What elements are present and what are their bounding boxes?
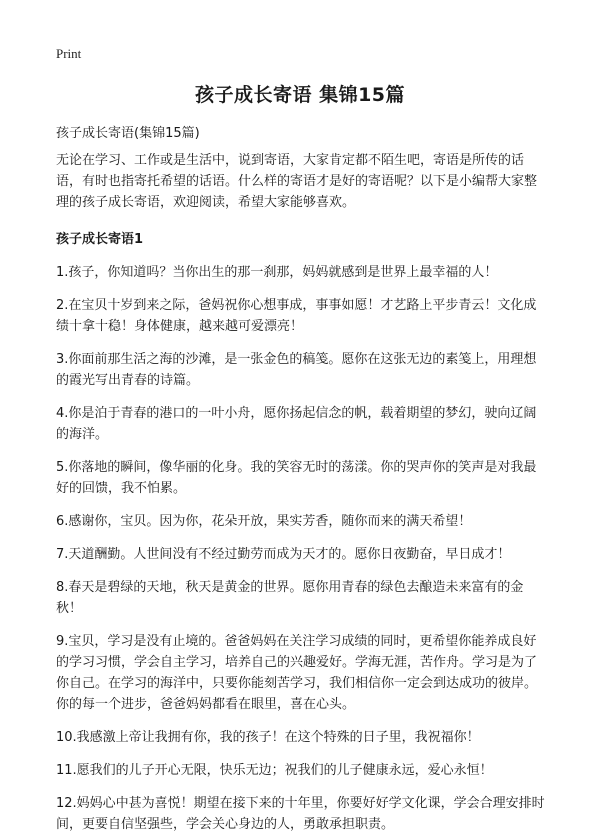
list-item: 4.你是泊于青春的港口的一叶小舟，愿你扬起信念的帆，载着期望的梦幻，驶向辽阔的海洋。: [56, 406, 537, 442]
document-subtitle: 孩子成长寄语(集锦15篇): [56, 126, 200, 141]
section-heading: 孩子成长寄语1: [56, 232, 144, 247]
list-item: 3.你面前那生活之海的沙滩，是一张金色的稿笺。愿你在这张无边的素笺上，用理想的霞光写出青春的诗篇。: [56, 352, 537, 388]
list-item: 12.妈妈心中甚为喜悦！期望在接下来的十年里，你要好好学文化课，学会合理安排时间，更要自信坚强些，学会关心身边的人，勇敢承担职责。: [56, 796, 545, 832]
list-item: 2.在宝贝十岁到来之际，爸妈祝你心想事成，事事如愿！才艺路上平步青云！文化成绩十拿十稳！身体健康，越来越可爱漂亮！: [56, 298, 537, 334]
list-item: 8.春天是碧绿的天地，秋天是黄金的世界。愿你用青春的绿色去酿造未来富有的金秋！: [56, 580, 524, 616]
list-item: 7.天道酬勤。人世间没有不经过勤劳而成为天才的。愿你日夜勤奋，早日成才！: [56, 547, 511, 562]
list-item: 10.我感激上帝让我拥有你，我的孩子！在这个特殊的日子里，我祝福你！: [56, 730, 480, 745]
print-link[interactable]: Print: [56, 46, 82, 61]
list-item: 6.感谢你，宝贝。因为你，花朵开放，果实芳香，随你而来的满天希望！: [56, 514, 472, 529]
list-item: 11.愿我们的儿子开心无限，快乐无边；祝我们的儿子健康永远，爱心永恒！: [56, 763, 493, 778]
list-item: 9.宝贝，学习是没有止境的。爸爸妈妈在关注学习成绩的同时，更希望你能养成良好的学习习惯，学会自主学习，培养自己的兴趣爱好。学海无涯，苦作舟。学习是为了你自己。在学习的海洋中，只要你能刻苦学习，我们相信你一定会到达成功的彼岸。你的每一个进步，爸爸妈妈都看在眼里，喜在心头。: [56, 634, 538, 712]
list-item: 5.你落地的瞬间，像华丽的化身。我的笑容无时的荡漾。你的哭声你的笑声是对我最好的回馈，我不怕累。: [56, 460, 537, 496]
list-item: 1.孩子，你知道吗？当你出生的那一刹那，妈妈就感到是世界上最幸福的人！: [56, 265, 498, 280]
document-body: [56, 150, 548, 835]
page-title: 孩子成长寄语 集锦15篇: [194, 84, 406, 106]
intro-paragraph: 无论在学习、工作或是生活中，说到寄语，大家肯定都不陌生吧，寄语是所传的话语，有时也指寄托希望的话语。什么样的寄语才是好的寄语呢？以下是小编帮大家整理的孩子成长寄语，欢迎阅读，希望大家能够喜欢。: [56, 153, 538, 210]
